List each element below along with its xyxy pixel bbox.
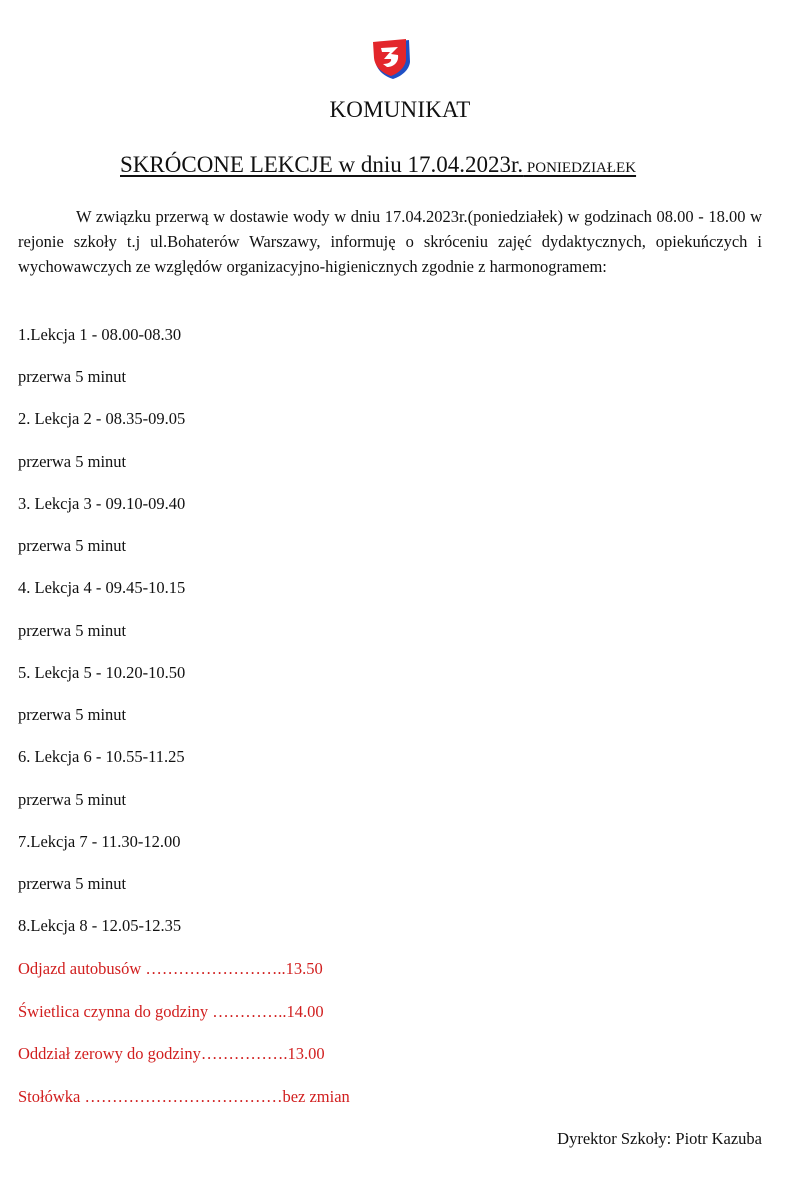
subtitle-main: SKRÓCONE LEKCJE w dniu 17.04.2023r. bbox=[120, 152, 524, 177]
page-subtitle bbox=[120, 152, 730, 178]
schedule-row: 4. Lekcja 4 - 09.45-10.15 bbox=[18, 578, 186, 597]
intro-paragraph bbox=[18, 204, 762, 279]
subtitle-weekday: PONIEDZIAŁEK bbox=[523, 160, 637, 176]
schedule-row: 6. Lekcja 6 - 10.55-11.25 bbox=[18, 747, 185, 766]
schedule-row: 8.Lekcja 8 - 12.05-12.35 bbox=[18, 916, 182, 935]
note-canteen: Stołówka ………………………………bez zmian bbox=[18, 1087, 350, 1106]
schedule-row: 2. Lekcja 2 - 08.35-09.05 bbox=[18, 409, 186, 428]
note-day-room: Świetlica czynna do godziny …………..14.00 bbox=[18, 1002, 324, 1021]
page-title: KOMUNIKAT bbox=[329, 97, 471, 122]
schedule-row: 5. Lekcja 5 - 10.20-10.50 bbox=[18, 663, 186, 682]
schedule-row: 1.Lekcja 1 - 08.00-08.30 bbox=[18, 325, 182, 344]
schedule-row: przerwa 5 minut bbox=[18, 536, 127, 555]
schedule-row: 3. Lekcja 3 - 09.10-09.40 bbox=[18, 494, 186, 513]
schedule-row: przerwa 5 minut bbox=[18, 790, 127, 809]
schedule-row: przerwa 5 minut bbox=[18, 705, 127, 724]
schedule-row: 7.Lekcja 7 - 11.30-12.00 bbox=[18, 832, 181, 851]
note-bus-departure: Odjazd autobusów ……………………..13.50 bbox=[18, 959, 323, 978]
schedule-row: przerwa 5 minut bbox=[18, 452, 127, 471]
schedule-row: przerwa 5 minut bbox=[18, 367, 127, 386]
note-zero-class: Oddział zerowy do godziny…………….13.00 bbox=[18, 1044, 325, 1063]
school-logo-icon bbox=[369, 36, 415, 82]
schedule-row: przerwa 5 minut bbox=[18, 621, 127, 640]
signature: Dyrektor Szkoły: Piotr Kazuba bbox=[557, 1129, 762, 1148]
intro-text: W związku przerwą w dostawie wody w dniu 17.04.2023r.(poniedziałek) w godzinach 08.00 - 18.00 w rejonie szkoły t.j ul.Bohaterów Warszawy, informuję o skróceniu zajęć dydaktycznych, opiekuńczych i wychowawczych ze względów organizacyjno-higienicznych zgodnie z harmonogramem: bbox=[18, 207, 762, 276]
schedule-row: przerwa 5 minut bbox=[18, 874, 127, 893]
